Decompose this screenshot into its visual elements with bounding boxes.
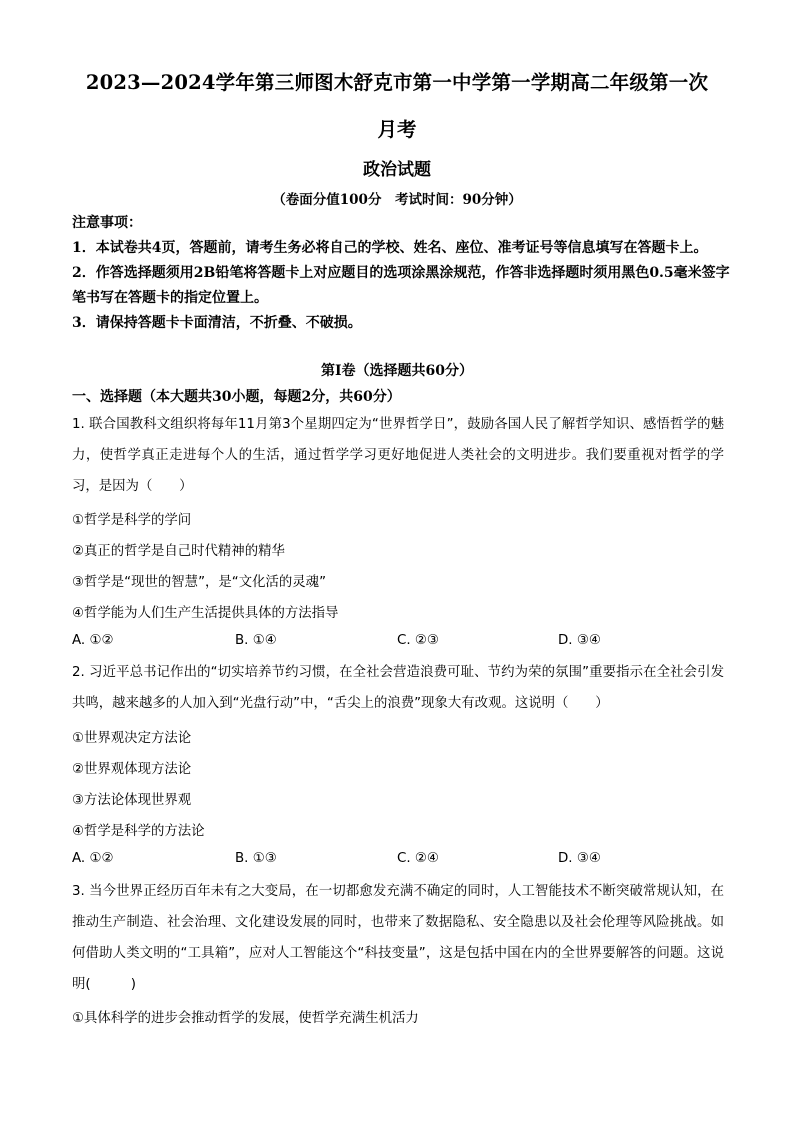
part-title: 一、选择题（本大题共30小题，每题2分，共60分）	[72, 389, 401, 405]
question-stem	[72, 657, 724, 719]
statement-option: ③方法论体现世界观	[72, 793, 192, 808]
answer-choices	[72, 851, 732, 871]
notice-heading: 注意事项：	[72, 215, 142, 231]
choice-b: B. ①③	[235, 851, 277, 866]
subject-title: 政治试题	[363, 160, 431, 180]
question-stem	[72, 876, 724, 1000]
question-3-stem: 3. 当今世界正经历百年未有之大变局，在一切都愈发充满不确定的同时，人工智能技术不断突破常规认知，在推动生产制造、社会治理、文化建设发展的同时，也带来了数据隐私、安全隐患以及社会伦理等风险挑战。如何借助人类文明的“工具箱”，应对人工智能这个“科技变量”，这是包括中国在内的全世界要解答的问题。这说明( )	[72, 884, 724, 992]
choice-a: A. ①②	[72, 633, 114, 648]
section-title: 第I卷（选择题共60分）	[320, 363, 474, 379]
question-stem	[72, 409, 724, 502]
question-2-stem: 2. 习近平总书记作出的“切实培养节约习惯，在全社会营造浪费可耻、节约为荣的氛围”重要指示在全社会引发共鸣，越来越多的人加入到“光盘行动”中，“舌尖上的浪费”现象大有改观。这说明（ ）	[72, 665, 724, 711]
notice-item: 3．请保持答题卡卡面清洁，不折叠、不破损。	[72, 315, 362, 331]
notice-block	[72, 211, 732, 336]
statement-option: ①世界观决定方法论	[72, 731, 192, 746]
exam-meta: （卷面分值100分 考试时间：90分钟）	[272, 192, 522, 208]
question-1-stem: 1. 联合国教科文组织将每年11月第3个星期四定为“世界哲学日”，鼓励各国人民了解哲学知识、感悟哲学的魅力，使哲学真正走进每个人的生活，通过哲学学习更好地促进人类社会的文明进步。我们要重视对哲学的学习，是因为（ ）	[72, 417, 724, 494]
statement-option: ④哲学能为人们生产生活提供具体的方法指导	[72, 606, 339, 621]
choice-c: C. ②④	[397, 851, 439, 866]
statement-option: ②世界观体现方法论	[72, 762, 192, 777]
answer-choices	[72, 633, 732, 653]
exam-title-line1: 2023—2024学年第三师图木舒克市第一中学第一学期高二年级第一次	[85, 71, 709, 94]
statement-option: ④哲学是科学的方法论	[72, 824, 205, 839]
choice-a: A. ①②	[72, 851, 114, 866]
statement-option: ③哲学是“现世的智慧”，是“文化活的灵魂”	[72, 575, 327, 590]
exam-title-line2: 月考	[377, 118, 417, 141]
statement-option: ①哲学是科学的学问	[72, 513, 192, 528]
notice-item: 1．本试卷共4页，答题前，请考生务必将自己的学校、姓名、座位、准考证号等信息填写在答题卡上。	[72, 240, 708, 256]
choice-c: C. ②③	[397, 633, 439, 648]
choice-b: B. ①④	[235, 633, 277, 648]
notice-item: 2．作答选择题须用2B铅笔将答题卡上对应题目的选项涂黑涂规范，作答非选择题时须用黑色0.5毫米签字笔书写在答题卡的指定位置上。	[72, 265, 730, 306]
statement-option: ②真正的哲学是自己时代精神的精华	[72, 544, 285, 559]
choice-d: D. ③④	[558, 633, 601, 648]
statement-option: ①具体科学的进步会推动哲学的发展，使哲学充满生机活力	[72, 1011, 419, 1026]
choice-d: D. ③④	[558, 851, 601, 866]
